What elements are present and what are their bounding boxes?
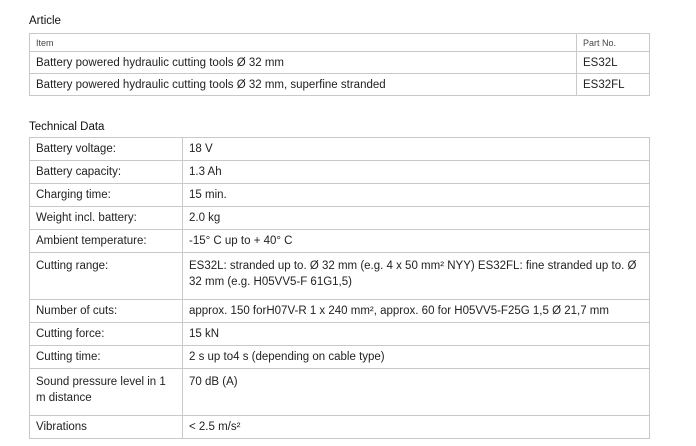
spec-value: 18 V (183, 138, 650, 161)
technical-section-title: Technical Data (29, 121, 105, 133)
spec-label: Ambient temperature: (30, 230, 183, 253)
spec-label: Sound pressure level in 1 m distance (30, 369, 183, 416)
table-row (30, 184, 650, 207)
table-row (30, 138, 650, 161)
spec-label: Battery capacity: (30, 161, 183, 184)
article-part-no-cell: ES32FL (577, 74, 650, 96)
table-row (30, 416, 650, 439)
spec-label: Battery voltage: (30, 138, 183, 161)
table-row (30, 323, 650, 346)
spec-value: 70 dB (A) (183, 369, 650, 416)
spec-value: < 2.5 m/s² (183, 416, 650, 439)
article-item-cell: Battery powered hydraulic cutting tools Ø 32 mm (30, 52, 577, 74)
table-row (30, 346, 650, 369)
article-header-part-no: Part No. (577, 34, 650, 52)
spec-value: -15° C up to + 40° C (183, 230, 650, 253)
table-row (30, 161, 650, 184)
article-item-cell: Battery powered hydraulic cutting tools Ø 32 mm, superfine stranded (30, 74, 577, 96)
spec-value: 1.3 Ah (183, 161, 650, 184)
article-header-row (30, 34, 650, 52)
spec-label: Cutting force: (30, 323, 183, 346)
spec-value: 15 min. (183, 184, 650, 207)
table-row (30, 52, 650, 74)
spec-label: Number of cuts: (30, 300, 183, 323)
article-table (29, 33, 650, 96)
spec-label: Weight incl. battery: (30, 207, 183, 230)
article-header-item: Item (30, 34, 577, 52)
table-row (30, 369, 650, 416)
spec-value: 2 s up to4 s (depending on cable type) (183, 346, 650, 369)
article-section-title: Article (29, 15, 61, 27)
table-row (30, 300, 650, 323)
table-row (30, 230, 650, 253)
technical-data-table (29, 137, 650, 439)
table-row (30, 253, 650, 300)
table-row (30, 74, 650, 96)
spec-value: approx. 150 forH07V-R 1 x 240 mm², approx. 60 for H05VV5-F25G 1,5 Ø 21,7 mm (183, 300, 650, 323)
spec-label: Cutting range: (30, 253, 183, 300)
article-part-no-cell: ES32L (577, 52, 650, 74)
spec-label: Cutting time: (30, 346, 183, 369)
spec-value: 15 kN (183, 323, 650, 346)
spec-value: ES32L: stranded up to. Ø 32 mm (e.g. 4 x 50 mm² NYY) ES32FL: fine stranded up to. Ø 32 mm (e.g. H05VV5-F 61G1,5) (183, 253, 650, 300)
table-row (30, 207, 650, 230)
spec-label: Vibrations (30, 416, 183, 439)
spec-label: Charging time: (30, 184, 183, 207)
spec-value: 2.0 kg (183, 207, 650, 230)
